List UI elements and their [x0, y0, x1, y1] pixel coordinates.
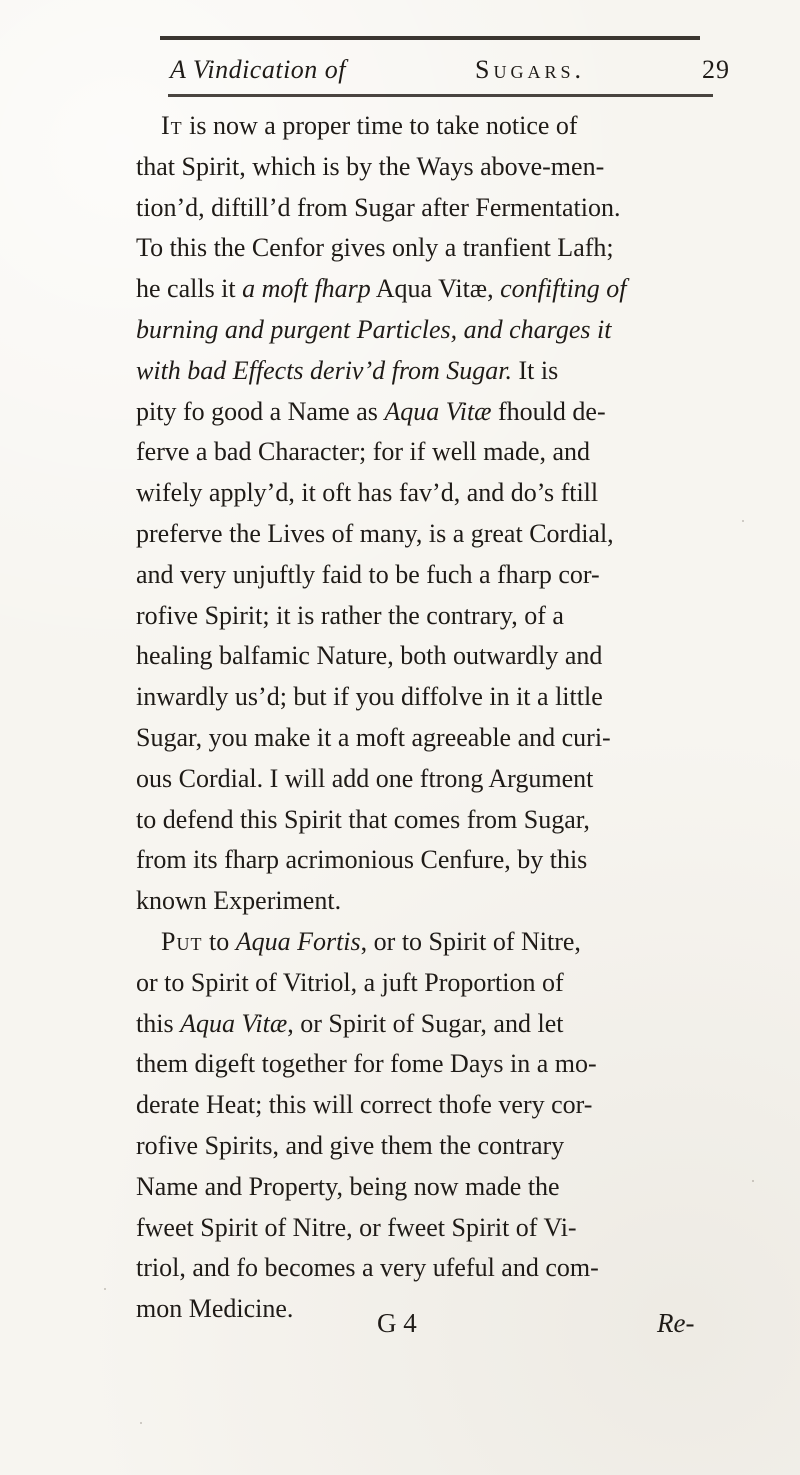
text-line: rofive Spirit; it is rather the contrary, of a	[136, 600, 564, 630]
signature-mark: G 4	[377, 1308, 417, 1338]
text-fragment: this	[136, 1008, 181, 1038]
catchword: Re-	[657, 1308, 695, 1338]
text-line: ferve a bad Character; for if well made, and	[136, 437, 591, 467]
text-fragment: It is	[512, 355, 559, 385]
text-line: them digeft together for fome Days in a mo-	[136, 1049, 597, 1079]
text-line: fweet Spirit of Nitre, or fweet Spirit of Vi-	[136, 1212, 577, 1242]
text-line: rofive Spirits, and give them the contrary	[136, 1130, 565, 1160]
italic-text-fragment: Aqua Vitæ	[180, 1008, 288, 1038]
text-line: to defend this Spirit that comes from Sugar,	[136, 804, 590, 834]
text-line	[136, 106, 726, 147]
text-fragment: , or Spirit of Sugar, and let	[287, 1008, 564, 1038]
main-text	[136, 106, 726, 1330]
italic-text-fragment: confifting of	[500, 274, 627, 304]
text-line	[136, 351, 726, 392]
text-line: healing balfamic Nature, both outwardly and	[136, 641, 603, 671]
text-line	[136, 392, 726, 433]
text-fragment: Aqua Vitæ,	[370, 274, 501, 304]
text-fragment: he calls it	[136, 274, 243, 304]
paper-fleck	[742, 520, 744, 522]
top-decorative-rule	[160, 36, 700, 40]
opening-word: Put	[161, 926, 203, 956]
paper-fleck	[752, 1180, 754, 1182]
paper-fleck	[140, 1422, 142, 1424]
running-title: A Vindication of	[170, 55, 347, 84]
text-line: or to Spirit of Vitriol, a juft Proportion of	[136, 967, 564, 997]
opening-word: It	[161, 111, 183, 140]
header-rule	[168, 94, 713, 97]
text-line: tion’d, diftill’d from Sugar after Fermentation.	[136, 192, 621, 222]
text-fragment: to	[202, 926, 236, 956]
text-line: Name and Property, being now made the	[136, 1171, 560, 1201]
page-number: 29	[702, 55, 730, 84]
text-fragment: fhould de-	[491, 396, 606, 426]
italic-text-fragment: Aqua Vitæ	[384, 396, 492, 426]
text-line: that Spirit, which is by the Ways above-men-	[136, 151, 605, 181]
text-fragment: is now a proper time to take notice of	[182, 111, 578, 140]
text-line: wifely apply’d, it oft has fav’d, and do’s ftill	[136, 478, 599, 508]
text-line: To this the Cenfor gives only a tranfient Lafh;	[136, 233, 614, 263]
text-line: preferve the Lives of many, is a great Cordial,	[136, 518, 614, 548]
text-line: known Experiment.	[136, 886, 342, 916]
text-line: from its fharp acrimonious Cenfure, by this	[136, 845, 588, 875]
text-line	[136, 1004, 726, 1045]
paper-fleck	[104, 1288, 106, 1290]
text-line: burning and purgent Particles, and charges it	[136, 314, 612, 344]
running-header	[170, 45, 730, 95]
text-line: derate Heat; this will correct thofe very cor-	[136, 1090, 593, 1120]
text-line: inwardly us’d; but if you diffolve in it a little	[136, 682, 603, 712]
running-subject: Sugars.	[475, 55, 585, 84]
text-line	[136, 922, 726, 963]
text-line: and very unjuftly faid to be fuch a fharp cor-	[136, 559, 600, 589]
italic-text-fragment: Aqua Fortis	[235, 926, 361, 956]
text-line: triol, and fo becomes a very ufeful and com-	[136, 1253, 599, 1283]
italic-text-fragment: a moft fharp	[242, 274, 371, 304]
text-line	[136, 269, 726, 310]
text-line: ous Cordial. I will add one ftrong Argument	[136, 763, 594, 793]
text-line: Sugar, you make it a moft agreeable and curi-	[136, 722, 611, 752]
italic-text-fragment: with bad Effects deriv’d from Sugar.	[136, 355, 513, 385]
text-fragment: , or to Spirit of Nitre,	[360, 926, 581, 956]
text-fragment: pity fo good a Name as	[136, 396, 385, 426]
text-line: mon Medicine.	[136, 1294, 294, 1324]
